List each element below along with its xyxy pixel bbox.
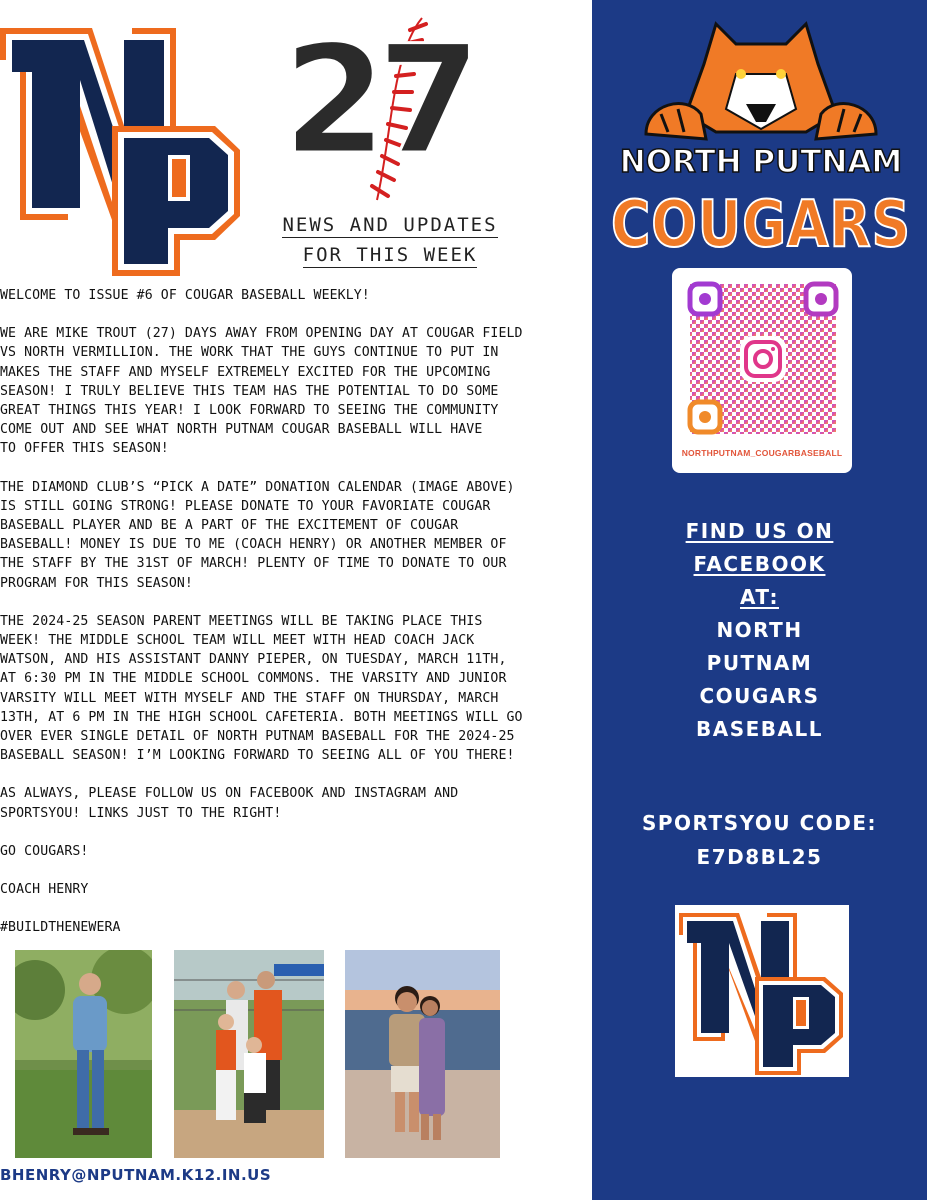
newsletter-body [0,286,592,956]
contact-email-link[interactable]: BHENRY@NPUTNAM.K12.IN.US [0,1166,272,1184]
instagram-handle[interactable]: NORTHPUTNAM_COUGARBASEBALL [681,448,843,458]
sportsyou-code: E7D8BL25 [696,845,823,869]
paragraph-go-cougars: GO COUGARS! [0,843,89,859]
photo-family [174,950,324,1158]
facebook-line-2: FACEBOOK [693,552,826,576]
cougar-logo [606,14,916,254]
paragraph-signature: COACH HENRY [0,882,89,898]
photo-beach [345,950,500,1158]
instagram-qr-code[interactable] [672,268,852,448]
brand-cougars: COUGARS [611,188,911,254]
issue-number: 27 [282,14,472,188]
facebook-line-7: BASEBALL [696,717,823,741]
title-line-1: NEWS AND UPDATES [282,214,498,236]
facebook-line-5: PUTNAM [706,651,813,675]
facebook-line-3: AT: [740,585,779,609]
paragraph-meetings: THE 2024-25 SEASON PARENT MEETINGS WILL BE TAKING PLACE THIS WEEK! THE MIDDLE SCHOOL TEAM WILL MEET WITH HEAD COACH JACK WATSON, AND HIS ASSISTANT DANNY PIEPER, ON TUESDAY, MARCH 11TH, AT 6:30 PM IN THE MIDDLE SCHOOL COMMONS. THE VARSITY AND JUNIOR VARSITY WILL MEET WITH MYSELF AND THE STAFF ON THURSDAY, MARCH 13TH, AT 6 PM IN THE HIGH SCHOOL CAFETERIA. BOTH MEETINGS WILL GO OVER EVER SINGLE DETAIL OF NORTH PUTNAM BASEBALL FOR THE 2024-25 BASEBALL SEASON! I’M LOOKING FORWARD TO SEEING ALL OF YOU THERE! [0,613,523,764]
issue-27-graphic [282,14,472,204]
paragraph-follow: AS ALWAYS, PLEASE FOLLOW US ON FACEBOOK AND INSTAGRAM AND SPORTSYOU! LINKS JUST TO THE RIGHT! [0,786,459,821]
paragraph-donation: THE DIAMOND CLUB’S “PICK A DATE” DONATION CALENDAR (IMAGE ABOVE) IS STILL GOING STRONG! PLEASE DONATE TO YOUR FAVORIATE COUGAR BASEBALL PLAYER AND BE A PART OF THE EXCITEMENT OF COUGAR BASEBALL! MONEY IS DUE TO ME (COACH HENRY) OR ANOTHER MEMBER OF THE STAFF BY THE 31ST OF MARCH! PLENTY OF TIME TO DONATE TO OUR PROGRAM FOR THIS SEASON! [0,479,515,591]
page-title [255,210,525,270]
instagram-qr-card[interactable] [672,268,852,473]
paragraph-opening-day: WE ARE MIKE TROUT (27) DAYS AWAY FROM OPENING DAY AT COUGAR FIELD VS NORTH VERMILLION. THE WORK THAT THE GUYS CONTINUE TO PUT IN MAKES THE STAFF AND MYSELF EXTREMELY EXCITED FOR THE UPCOMING SEASON! I TRULY BELIEVE THIS TEAM HAS THE POTENTIAL TO DO SOME GREAT THINGS THIS YEAR! I LOOK FORWARD TO SEEING THE COMMUNITY COME OUT AND SEE WHAT NORTH PUTNAM COUGAR BASEBALL WILL HAVE TO OFFER THIS SEASON! [0,326,523,457]
title-line-2: FOR THIS WEEK [302,244,478,266]
facebook-info [592,515,927,746]
facebook-line-4: NORTH [716,618,803,642]
paragraph-hashtag: #BUILDTHENEWERA [0,920,121,936]
paragraph-welcome: WELCOME TO ISSUE #6 OF COUGAR BASEBALL WEEKLY! [0,288,370,303]
sportsyou-label: SPORTSYOU CODE: [641,811,878,835]
np-logo-bottom [675,905,849,1077]
brand-north-putnam: NORTH PUTNAM [619,144,903,180]
np-logo [0,20,248,278]
facebook-line-1: FIND US ON [685,519,834,543]
facebook-line-6: COUGARS [699,684,820,708]
photo-coach [15,950,152,1158]
sportsyou-info [592,806,927,874]
